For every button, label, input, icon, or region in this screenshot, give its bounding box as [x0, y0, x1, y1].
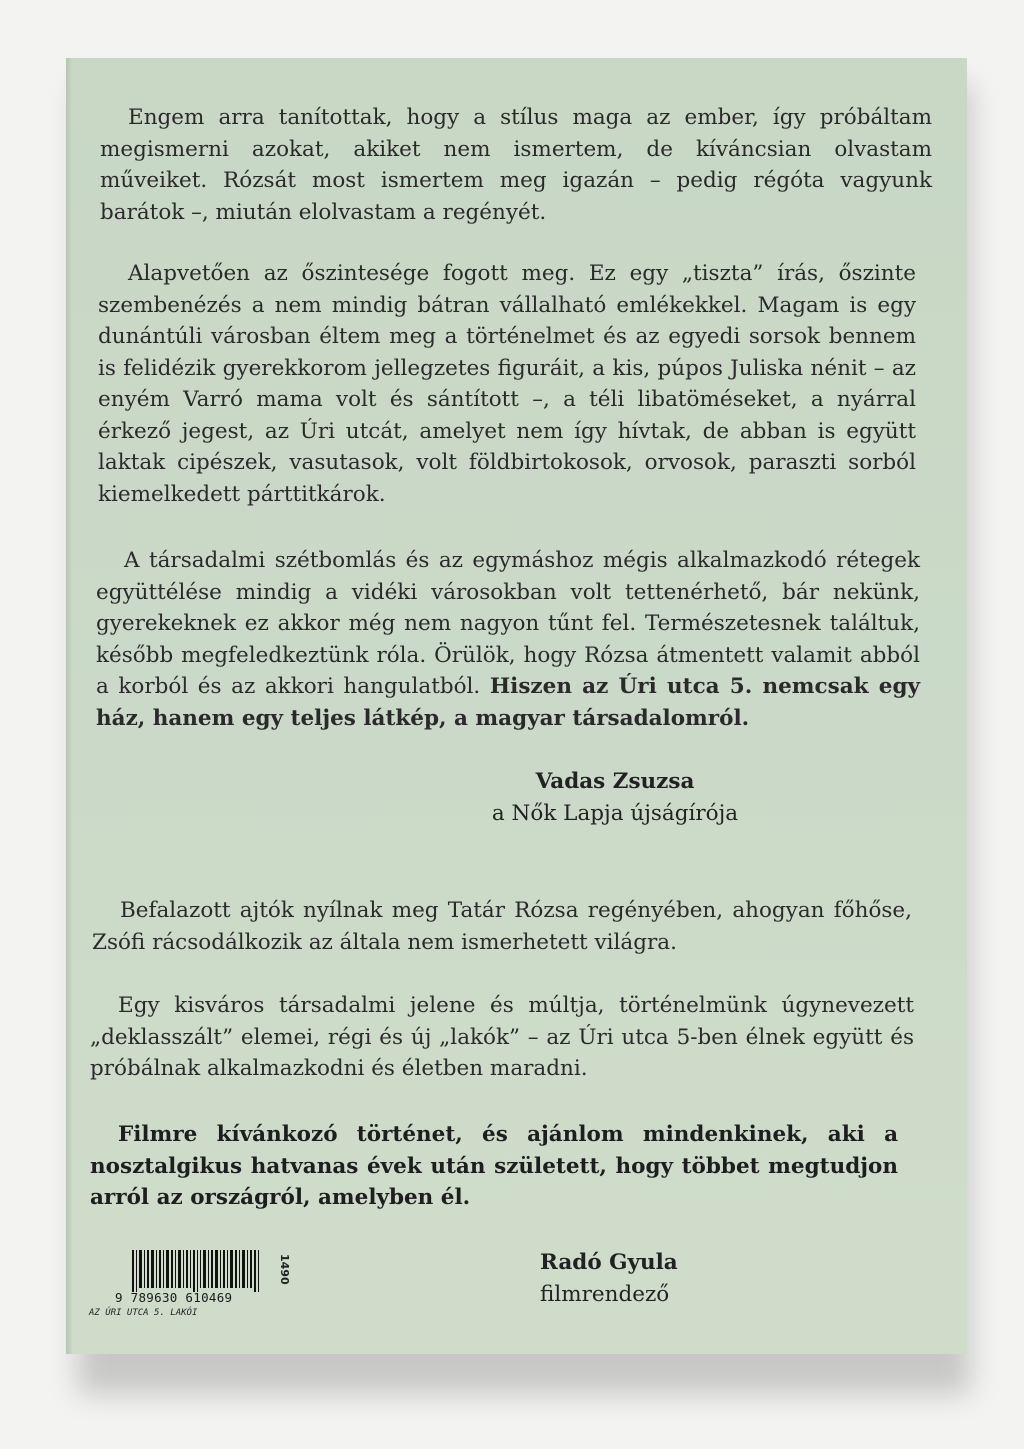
blurb-paragraph-5: Egy kisváros társadalmi jelene és múltja, történelmünk úgynevezett „deklasszált” elemei, régi és új „lakók” – az Úri utca 5-ben élnek együtt és próbálnak alkalmazkodni és életben maradni. [90, 993, 914, 1081]
signature-vadas-role: a Nők Lapja újságírója [491, 801, 739, 826]
barcode-caption: AZ ÚRI UTCA 5. LAKÓI [89, 1308, 198, 1318]
signature-rado-name: Radó Gyula [540, 1250, 678, 1275]
blurb-paragraph-4: Befalazott ajtók nyílnak meg Tatár Rózsa regényében, ahogyan főhőse, Zsófi rácsodálkozik az általa nem ismerhetett világra. [92, 898, 912, 955]
blurb-paragraph-1: Engem arra tanítottak, hogy a stílus maga az ember, így próbáltam megismerni azokat, akiket nem ismertem, de kíváncsian olvastam műveiket. Rózsát most ismertem meg igazán – pedig régóta vagyunk barátok –, miután elolvastam a regényét. [100, 105, 932, 225]
isbn-barcode [89, 1250, 315, 1330]
blurb-paragraph-3 [96, 545, 920, 734]
price-label: 1490 [278, 1254, 291, 1285]
blurb-paragraph-3-text: A társadalmi szétbomlás és az egymáshoz mégis alkalmazkodó rétegek együttélése mindig a vidéki városokban volt tettenérhető, bár nekünk, gyerekeknek ez akkor még nem nagyon tűnt fel. Természetesnek találtuk, később megfeledkeztünk róla. Örülök, hogy Rózsa átmentett valamit abból a korból és az akkori hangulatból. [96, 548, 920, 699]
blurb-paragraph-2: Alapvetően az őszintesége fogott meg. Ez egy „tiszta” írás, őszinte szembenézés a nem mindig bátran vállalható emlékekkel. Magam is egy dunántúli városban éltem meg a történelmet és az egyedi sorsok bennem is felidézik gyerekkorom jellegzetes figuráit, a kis, púpos Juliska nénit – az enyém Varró mama volt és sántított –, a téli libatöméseket, a nyárral érkező jegest, az Úri utcát, amelyet nem így hívtak, de abban is együtt laktak cipészek, vasutasok, volt földbirtokosok, orvosok, paraszti sorból kiemelkedett párttitkárok. [98, 261, 916, 507]
signature-rado-role: filmrendező [540, 1282, 670, 1307]
signature-rado [540, 1247, 690, 1311]
isbn-number: 9 789630 610469 [115, 1290, 233, 1305]
cover-edge [66, 58, 72, 1354]
signature-vadas [470, 766, 760, 830]
blurb-paragraph-3-highlight: Hiszen az Úri utca 5. nemcsak egy ház, hanem egy teljes látkép, a magyar társadalomról. [96, 674, 920, 731]
blurb-paragraph-6: Filmre kívánkozó történet, és ajánlom mindenkinek, aki a nosztalgikus hatvanas évek után született, hogy többet megtudjon arról az országról, amelyben él. [90, 1122, 898, 1210]
signature-vadas-name: Vadas Zsuzsa [535, 769, 695, 794]
